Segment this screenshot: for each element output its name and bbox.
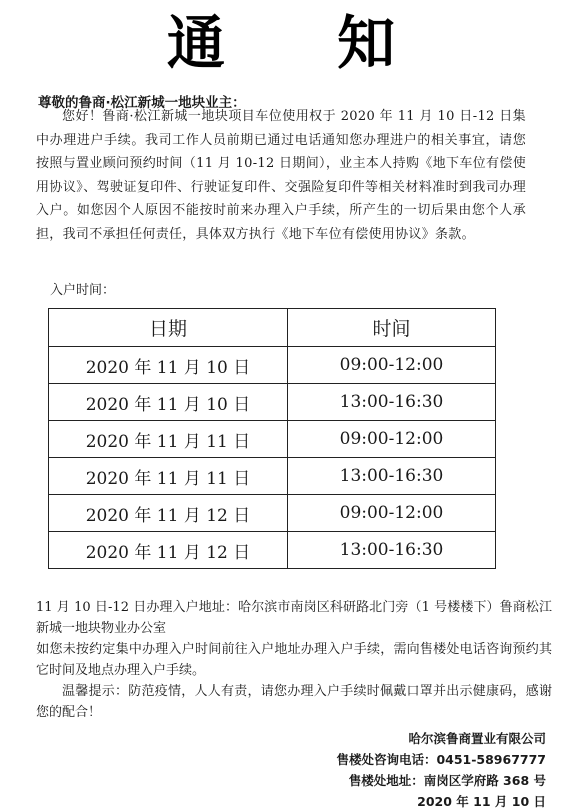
row-date: 2020 年 11 月 12 日 <box>49 495 288 532</box>
table-row <box>49 384 496 421</box>
reschedule-note <box>36 639 552 681</box>
row-date: 2020 年 11 月 12 日 <box>49 532 288 569</box>
reschedule-note-text: 如您未按约定集中办理入户时间前往入户地址办理入户手续，需向售楼处电话咨询预约其它时间及地点办理入户手续。 <box>36 642 552 678</box>
table-row <box>49 495 496 532</box>
row-time: 09:00-12:00 <box>288 347 496 384</box>
header-time: 时间 <box>288 309 496 347</box>
row-time: 13:00-16:30 <box>288 458 496 495</box>
footer <box>336 728 546 812</box>
reminder-text: 温馨提示：防范疫情，人人有责，请您办理入户手续时佩戴口罩并出示健康码，感谢您的配合！ <box>36 684 552 720</box>
schedule-label: 入户时间： <box>50 283 116 298</box>
sales-address: 售楼处地址：南岗区学府路 368 号 <box>348 773 546 788</box>
schedule-table <box>48 308 496 569</box>
row-time: 09:00-12:00 <box>288 421 496 458</box>
table-row <box>49 458 496 495</box>
salutation: 尊敬的鲁商·松江新城一地块业主： <box>38 95 246 111</box>
notice-body: 您好！鲁商·松江新城一地块项目车位使用权于 2020 年 11 月 10 日-12 日集中办理进户手续。我司工作人员前期已通过电话通知您办理进户的相关事宜，请您按照与置业顾问预约时间（11 月 10-12 日期间），业主本人持购《地下车位有偿使用协议》、驾驶证复印件、行驶证复印件、交强险复印件等相关材料准时到我司办理入户。如您因个人原因不能按时前来办理入户手续，所产生的一切后果由您个人承担，我司不承担任何责任，具体双方执行《地下车位有偿使用协议》条款。 <box>36 109 526 242</box>
table-row <box>49 532 496 569</box>
address-note <box>36 597 552 639</box>
notice-date: 2020 年 11 月 10 日 <box>417 794 546 809</box>
row-date: 2020 年 11 月 11 日 <box>49 458 288 495</box>
table-header-row <box>49 309 496 347</box>
header-date: 日期 <box>49 309 288 347</box>
company-name: 哈尔滨鲁商置业有限公司 <box>408 731 546 746</box>
row-time: 13:00-16:30 <box>288 384 496 421</box>
row-date: 2020 年 11 月 10 日 <box>49 384 288 421</box>
notice-title: 通 知 <box>166 9 442 77</box>
row-date: 2020 年 11 月 10 日 <box>49 347 288 384</box>
row-time: 13:00-16:30 <box>288 532 496 569</box>
sales-phone: 售楼处咨询电话：0451-58967777 <box>336 752 546 767</box>
table-row <box>49 421 496 458</box>
row-time: 09:00-12:00 <box>288 495 496 532</box>
row-date: 2020 年 11 月 11 日 <box>49 421 288 458</box>
address-note-text: 11 月 10 日-12 日办理入户地址：哈尔滨市南岗区科研路北门旁（1 号楼楼下）鲁商松江新城一地块物业办公室 <box>36 600 552 636</box>
reminder-note <box>36 681 552 723</box>
table-row <box>49 347 496 384</box>
